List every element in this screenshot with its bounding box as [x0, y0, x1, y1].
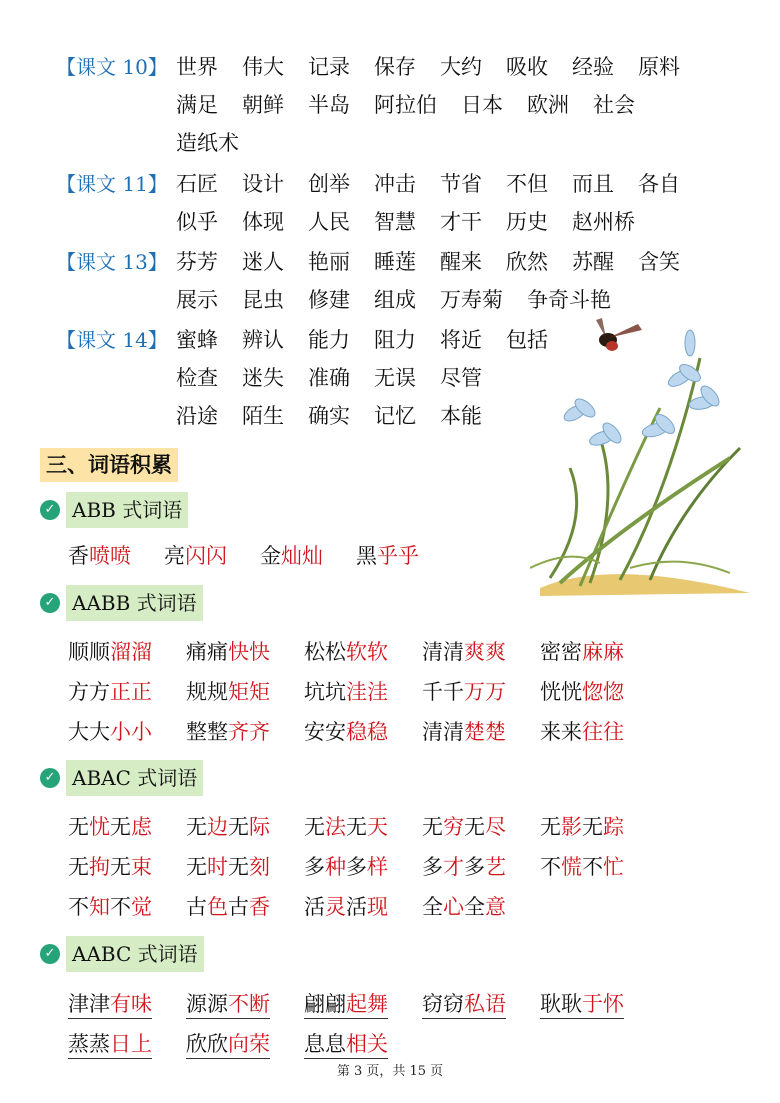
word-text [68, 992, 152, 1019]
word-line [176, 48, 736, 86]
word-part: 洼洼 [346, 680, 388, 704]
vocab-word: 沿途 [176, 404, 218, 428]
aabb-word [68, 632, 186, 672]
word-line [176, 281, 736, 319]
word-part: 知 [89, 895, 110, 919]
vocab-word: 能力 [308, 328, 350, 352]
word-part: 心 [443, 895, 464, 919]
vocab-word: 苏醒 [572, 250, 614, 274]
abb-word [260, 536, 356, 576]
aabc-word [422, 984, 540, 1024]
check-icon: ✓ [40, 500, 60, 520]
word-part: 息息 [304, 1032, 346, 1056]
word-part: 色 [207, 895, 228, 919]
word-row [68, 847, 658, 887]
vocab-word: 昆虫 [242, 288, 284, 312]
lesson-tag: 【课文 14】 [56, 328, 168, 352]
word-part: 方方 [68, 680, 110, 704]
word-text [68, 640, 152, 664]
word-part: 往往 [582, 720, 624, 744]
word-part: 才 [443, 855, 464, 879]
word-part: 全 [464, 895, 485, 919]
word-part: 不断 [228, 992, 270, 1016]
subsection-label: AABC 式词语 [66, 936, 204, 972]
word-row [68, 632, 658, 672]
word-text [186, 640, 270, 664]
word-part: 源源 [186, 992, 228, 1016]
word-row [68, 807, 658, 847]
word-part: 香 [249, 895, 270, 919]
word-text [186, 992, 270, 1019]
word-line [176, 243, 736, 281]
vocab-word: 将近 [440, 328, 482, 352]
abac-word [68, 887, 186, 927]
vocab-word: 准确 [308, 366, 350, 390]
word-part: 楚楚 [464, 720, 506, 744]
word-part: 密密 [540, 640, 582, 664]
lesson-tag: 【课文 11】 [56, 172, 168, 196]
word-part: 软软 [346, 640, 388, 664]
word-part: 无 [304, 815, 325, 839]
word-part: 来来 [540, 720, 582, 744]
vocab-word: 才干 [440, 210, 482, 234]
vocab-word: 设计 [242, 172, 284, 196]
word-part: 穷 [443, 815, 464, 839]
vocab-word: 吸收 [506, 55, 548, 79]
lesson-words [176, 165, 736, 241]
word-part: 大大 [68, 720, 110, 744]
vocab-word: 睡莲 [374, 250, 416, 274]
word-part: 相关 [346, 1032, 388, 1056]
lesson-tag: 【课文 10】 [56, 55, 168, 79]
aabc-words [68, 984, 658, 1064]
abac-word [186, 807, 304, 847]
abb-word [356, 536, 452, 576]
word-part: 虑 [131, 815, 152, 839]
word-text [68, 1032, 152, 1059]
word-part: 惚惚 [582, 680, 624, 704]
word-line [176, 165, 736, 203]
word-part: 窃窃 [422, 992, 464, 1016]
aabc-word [68, 1024, 186, 1064]
word-part: 规规 [186, 680, 228, 704]
vocab-word: 冲击 [374, 172, 416, 196]
vocab-word: 造纸术 [176, 131, 239, 155]
word-part: 无 [422, 815, 443, 839]
word-text [186, 1032, 270, 1059]
abac-word [304, 807, 422, 847]
vocab-word: 智慧 [374, 210, 416, 234]
vocab-word: 阿拉伯 [374, 93, 437, 117]
vocab-word: 蜜蜂 [176, 328, 218, 352]
vocab-word: 陌生 [242, 404, 284, 428]
word-part: 金 [260, 544, 281, 568]
aabb-word [186, 632, 304, 672]
word-part: 多 [304, 855, 325, 879]
word-text [186, 720, 270, 744]
section-title: 三、词语积累 [40, 448, 178, 482]
word-part: 爽爽 [464, 640, 506, 664]
word-part: 觉 [131, 895, 152, 919]
vocab-word: 迷失 [242, 366, 284, 390]
word-part: 痛痛 [186, 640, 228, 664]
word-part: 古 [228, 895, 249, 919]
aabc-word [540, 984, 658, 1024]
word-part: 麻麻 [582, 640, 624, 664]
subsection-label: ABAC 式词语 [66, 760, 203, 796]
vocab-word: 欣然 [506, 250, 548, 274]
abac-word [186, 887, 304, 927]
word-part: 小小 [110, 720, 152, 744]
word-text [422, 992, 506, 1019]
word-part: 多 [464, 855, 485, 879]
vocab-word: 各自 [638, 172, 680, 196]
lesson-words [176, 48, 736, 162]
abac-word [422, 847, 540, 887]
word-part: 万万 [464, 680, 506, 704]
vocab-word: 经验 [572, 55, 614, 79]
lesson-words [176, 243, 736, 319]
word-part: 影 [561, 815, 582, 839]
vocab-word: 半岛 [308, 93, 350, 117]
subsection-aabb [40, 585, 203, 621]
word-text [540, 992, 624, 1019]
vocab-word: 万寿菊 [440, 288, 503, 312]
word-text [422, 720, 506, 744]
word-text [304, 680, 388, 704]
word-part: 多 [422, 855, 443, 879]
word-part: 无 [186, 855, 207, 879]
subsection-label: AABB 式词语 [66, 585, 203, 621]
word-part: 际 [249, 815, 270, 839]
word-part: 正正 [110, 680, 152, 704]
word-part: 忙 [603, 855, 624, 879]
word-part: 千千 [422, 680, 464, 704]
aabb-word [540, 712, 658, 752]
aabb-word [68, 712, 186, 752]
vocab-word: 尽管 [440, 366, 482, 390]
abac-word [304, 887, 422, 927]
subsection-abb [40, 492, 188, 528]
vocab-word: 满足 [176, 93, 218, 117]
word-part: 慌 [561, 855, 582, 879]
word-part: 清清 [422, 720, 464, 744]
word-part: 无 [68, 855, 89, 879]
word-part: 蒸蒸 [68, 1032, 110, 1056]
word-part: 拘 [89, 855, 110, 879]
vocab-word: 检查 [176, 366, 218, 390]
aabc-word [68, 984, 186, 1024]
check-icon: ✓ [40, 944, 60, 964]
vocab-word: 朝鲜 [242, 93, 284, 117]
word-part: 无 [186, 815, 207, 839]
word-text [304, 720, 388, 744]
vocab-word: 确实 [308, 404, 350, 428]
vocab-word: 记录 [308, 55, 350, 79]
word-text [540, 680, 624, 704]
word-part: 不 [110, 895, 131, 919]
word-part: 齐齐 [228, 720, 270, 744]
word-text [68, 680, 152, 704]
subsection-abac [40, 760, 203, 796]
word-part: 全 [422, 895, 443, 919]
word-row [68, 984, 658, 1024]
word-text [304, 640, 388, 664]
word-line [176, 124, 736, 162]
word-row [68, 887, 658, 927]
word-part: 整整 [186, 720, 228, 744]
word-part: 无 [228, 855, 249, 879]
bee-icon [596, 318, 642, 351]
aabb-word [304, 632, 422, 672]
word-part: 翩翩 [304, 992, 346, 1016]
word-part: 溜溜 [110, 640, 152, 664]
word-part: 欣欣 [186, 1032, 228, 1056]
word-part: 起舞 [346, 992, 388, 1016]
vocab-word: 世界 [176, 55, 218, 79]
word-part: 灵 [325, 895, 346, 919]
aabc-word [186, 984, 304, 1024]
word-part: 恍恍 [540, 680, 582, 704]
word-part: 边 [207, 815, 228, 839]
vocab-word: 日本 [461, 93, 503, 117]
vocab-word: 赵州桥 [572, 210, 635, 234]
word-part: 活 [346, 895, 367, 919]
vocab-word: 而且 [572, 172, 614, 196]
word-part: 清清 [422, 640, 464, 664]
abac-word [68, 847, 186, 887]
word-part: 无 [228, 815, 249, 839]
word-part: 种 [325, 855, 346, 879]
word-row [68, 712, 658, 752]
word-row [68, 536, 452, 576]
aabb-word [304, 672, 422, 712]
abac-word [68, 807, 186, 847]
word-part: 艺 [485, 855, 506, 879]
word-part: 法 [325, 815, 346, 839]
aabb-word [68, 672, 186, 712]
lesson-tag: 【课文 13】 [56, 250, 168, 274]
aabb-word [422, 632, 540, 672]
vocab-word: 不但 [506, 172, 548, 196]
vocab-word: 石匠 [176, 172, 218, 196]
word-row [68, 1024, 658, 1064]
word-part: 耿耿 [540, 992, 582, 1016]
abac-word [422, 887, 540, 927]
vocab-word: 芬芳 [176, 250, 218, 274]
word-part: 不 [540, 855, 561, 879]
vocab-word: 组成 [374, 288, 416, 312]
word-part: 矩矩 [228, 680, 270, 704]
word-part: 稳稳 [346, 720, 388, 744]
word-part: 活 [304, 895, 325, 919]
aabc-word [304, 984, 422, 1024]
word-part: 灿灿 [281, 544, 323, 568]
aabc-word [186, 1024, 304, 1064]
word-part: 现 [367, 895, 388, 919]
vocab-word: 大约 [440, 55, 482, 79]
abb-word [68, 536, 164, 576]
vocab-word: 无误 [374, 366, 416, 390]
word-part: 样 [367, 855, 388, 879]
word-part: 不 [68, 895, 89, 919]
word-part: 束 [131, 855, 152, 879]
vocab-word: 创举 [308, 172, 350, 196]
word-part: 日上 [110, 1032, 152, 1056]
vocab-word: 欧洲 [527, 93, 569, 117]
vocab-word: 阻力 [374, 328, 416, 352]
aabb-word [186, 672, 304, 712]
orchid-illustration [530, 318, 760, 598]
word-part: 尽 [485, 815, 506, 839]
aabc-word [304, 1024, 422, 1064]
abac-word [422, 807, 540, 847]
vocab-word: 本能 [440, 404, 482, 428]
vocab-word: 迷人 [242, 250, 284, 274]
aabb-word [422, 712, 540, 752]
word-text [540, 720, 624, 744]
vocab-word: 展示 [176, 288, 218, 312]
aabb-word [422, 672, 540, 712]
word-part: 黑 [356, 544, 377, 568]
check-icon: ✓ [40, 593, 60, 613]
word-part: 无 [68, 815, 89, 839]
word-part: 无 [110, 815, 131, 839]
word-part: 无 [464, 815, 485, 839]
word-part: 时 [207, 855, 228, 879]
vocab-word: 历史 [506, 210, 548, 234]
subsection-aabc [40, 936, 204, 972]
abb-words [68, 536, 452, 576]
word-part: 快快 [228, 640, 270, 664]
vocab-word: 社会 [593, 93, 635, 117]
vocab-word: 含笑 [638, 250, 680, 274]
subsection-label: ABB 式词语 [66, 492, 188, 528]
word-text [186, 680, 270, 704]
vocab-word: 包括 [506, 328, 548, 352]
abac-word [304, 847, 422, 887]
word-text [540, 640, 624, 664]
vocab-word: 原料 [638, 55, 680, 79]
word-part: 无 [540, 815, 561, 839]
word-part: 于怀 [582, 992, 624, 1016]
word-part: 闪闪 [185, 544, 227, 568]
word-part: 多 [346, 855, 367, 879]
abb-word [164, 536, 260, 576]
vocab-word: 艳丽 [308, 250, 350, 274]
vocab-word: 醒来 [440, 250, 482, 274]
word-text [422, 640, 506, 664]
word-part: 乎乎 [377, 544, 419, 568]
word-line [176, 203, 736, 241]
word-part: 松松 [304, 640, 346, 664]
word-part: 坑坑 [304, 680, 346, 704]
vocab-word: 伟大 [242, 55, 284, 79]
vocab-word: 保存 [374, 55, 416, 79]
word-part: 有味 [110, 992, 152, 1016]
word-part: 亮 [164, 544, 185, 568]
aabb-word [186, 712, 304, 752]
vocab-word: 修建 [308, 288, 350, 312]
word-text [68, 720, 152, 744]
word-row [68, 672, 658, 712]
abac-words [68, 807, 658, 927]
aabb-word [540, 632, 658, 672]
aabb-word [304, 712, 422, 752]
vocab-word: 体现 [242, 210, 284, 234]
word-part: 香 [68, 544, 89, 568]
word-part: 无 [582, 815, 603, 839]
vocab-word: 争奇斗艳 [527, 288, 611, 312]
word-part: 津津 [68, 992, 110, 1016]
check-icon: ✓ [40, 768, 60, 788]
word-text [304, 992, 388, 1019]
word-part: 喷喷 [89, 544, 131, 568]
aabb-words [68, 632, 658, 752]
abac-word [186, 847, 304, 887]
aabb-word [540, 672, 658, 712]
word-part: 踪 [603, 815, 624, 839]
page-footer: 第 3 页，共 15 页 [336, 1064, 444, 1079]
word-text [304, 1032, 388, 1059]
word-part: 顺顺 [68, 640, 110, 664]
word-part: 无 [346, 815, 367, 839]
word-part: 向荣 [228, 1032, 270, 1056]
word-part: 刻 [249, 855, 270, 879]
word-part: 古 [186, 895, 207, 919]
word-part: 意 [485, 895, 506, 919]
word-part: 私语 [464, 992, 506, 1016]
vocab-word: 人民 [308, 210, 350, 234]
word-part: 忧 [89, 815, 110, 839]
abac-word [540, 807, 658, 847]
word-line [176, 86, 736, 124]
vocab-word: 似乎 [176, 210, 218, 234]
vocab-word: 记忆 [374, 404, 416, 428]
vocab-word: 辨认 [242, 328, 284, 352]
word-part: 天 [367, 815, 388, 839]
abac-word [540, 847, 658, 887]
word-part: 安安 [304, 720, 346, 744]
word-text [422, 680, 506, 704]
word-part: 无 [110, 855, 131, 879]
vocab-word: 节省 [440, 172, 482, 196]
word-part: 不 [582, 855, 603, 879]
